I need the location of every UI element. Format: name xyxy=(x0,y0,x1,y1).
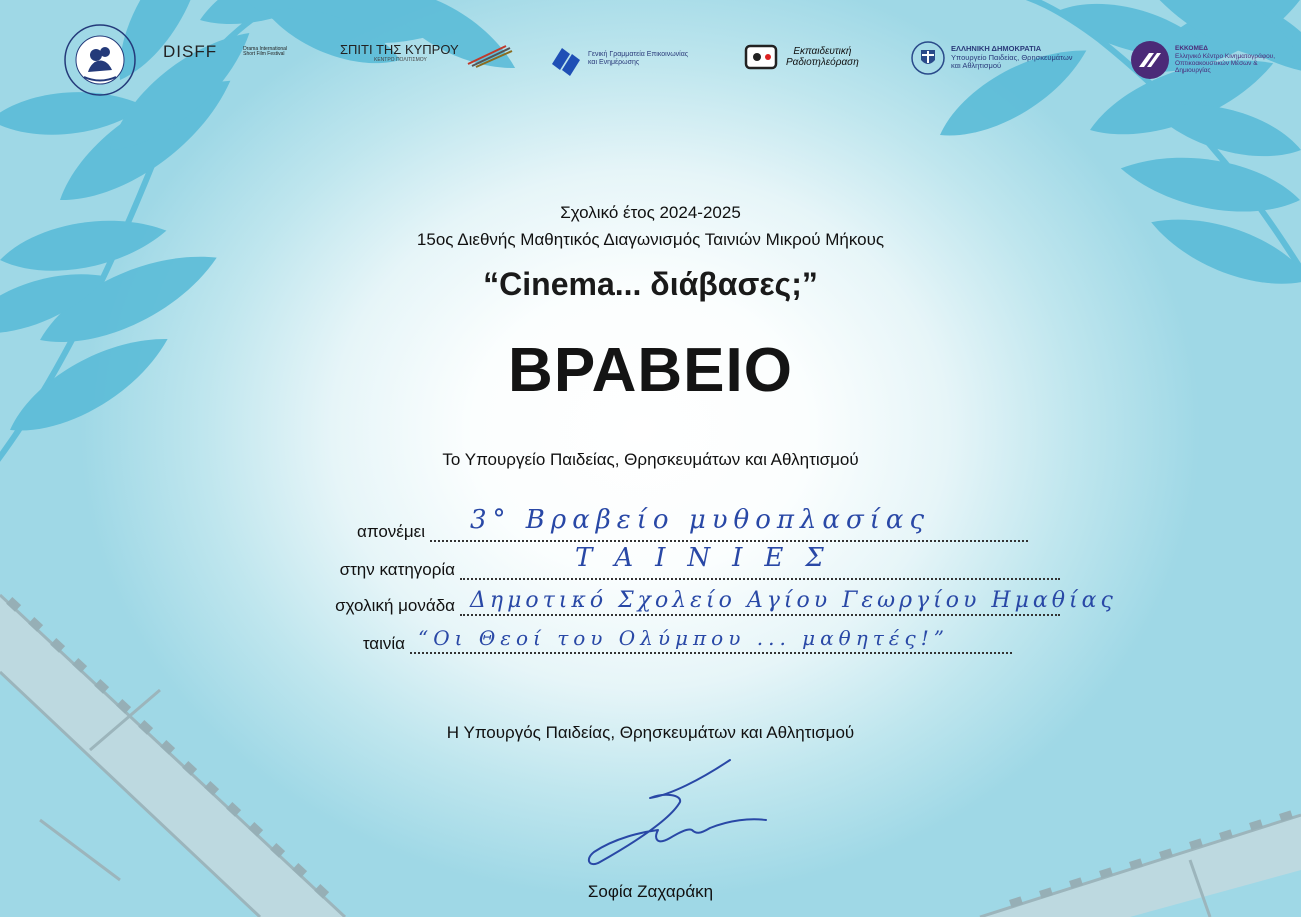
disff-subtitle: Drama International Short Film Festival xyxy=(243,45,288,57)
hellenic-republic-line2: Υπουργείο Παιδείας, Θρησκευμάτων xyxy=(951,52,1073,62)
gen-secretariat-line2: και Ενημέρωσης xyxy=(588,59,640,66)
competition-title: 15ος Διεθνής Μαθητικός Διαγωνισμός Ταινιών Μικρού Μήκους xyxy=(416,230,885,249)
ekkomed-line1: ΕΚΚΟΜΕΔ xyxy=(1175,45,1208,53)
ekkomed-line3: Οπτικοακουστικών Μέσων & xyxy=(1175,60,1258,67)
competition-theme: “Cinema... διάβασες;” xyxy=(483,266,818,302)
film-dotted-line xyxy=(410,652,1012,654)
school-dotted-line xyxy=(460,614,1060,616)
hellenic-republic-line3: και Αθλητισμού xyxy=(951,61,1002,71)
sponsor-logos-row xyxy=(0,0,1301,100)
school-year: Σχολικό έτος 2024-2025 xyxy=(560,203,741,222)
cyprus-house-logo xyxy=(340,42,459,63)
ekkomed-logo-icon xyxy=(1130,40,1170,80)
awards-dotted-line xyxy=(430,540,1028,542)
edu-tv-logo xyxy=(744,42,859,72)
school-label-row xyxy=(200,594,455,618)
hellenic-republic-logo xyxy=(910,40,1073,76)
handwritten-signature xyxy=(570,750,780,875)
ekkomed-logo xyxy=(1130,40,1275,80)
film-value: “Οι Θεοί του Ολύμπου ... μαθητές!” xyxy=(418,626,949,650)
disff-name: DISFF xyxy=(163,42,218,61)
category-label-row xyxy=(200,558,455,582)
award-title: ΒΡΑΒΕΙΟ xyxy=(508,336,793,405)
school-label: σχολική μονάδα xyxy=(335,596,455,615)
disff-logo xyxy=(163,42,299,62)
minister-title: Η Υπουργός Παιδείας, Θρησκευμάτων και Αθλητισμού xyxy=(446,723,855,742)
school-value: Δημοτικό Σχολείο Αγίου Γεωργίου Ημαθίας xyxy=(470,588,1117,613)
ministry-statement: Το Υπουργείο Παιδείας, Θρησκευμάτων και Αθλητισμού xyxy=(442,450,859,469)
ggee-emblem-icon xyxy=(548,42,582,76)
awards-label-row xyxy=(200,520,425,544)
cyprus-house-name: ΣΠΙΤΙ ΤΗΣ ΚΥΠΡΟΥ xyxy=(340,42,459,57)
category-value: ΤΑΙΝΙΕΣ xyxy=(575,543,846,573)
panhellenic-federation-logo xyxy=(62,22,138,98)
ekkomed-line2: Ελληνικό Κέντρο Κινηματογράφου, xyxy=(1175,52,1276,60)
edu-tv-line2: Ραδιοτηλεόραση xyxy=(786,57,859,68)
category-label: στην κατηγορία xyxy=(339,560,455,579)
greek-coat-of-arms-icon xyxy=(910,40,946,76)
category-dotted-line xyxy=(460,578,1060,580)
awards-label: απονέμει xyxy=(357,522,425,541)
hellenic-republic-line1: ΕΛΛΗΝΙΚΗ ΔΗΜΟΚΡΑΤΙΑ xyxy=(951,44,1042,54)
ekkomed-line4: Δημιουργίας xyxy=(1175,67,1211,75)
film-label: ταινία xyxy=(362,634,405,653)
tv-set-icon xyxy=(744,42,780,72)
signatory-name: Σοφία Ζαχαράκη xyxy=(587,882,714,901)
seal-with-owl-icon xyxy=(62,22,138,98)
gen-secretariat-line1: Γενική Γραμματεία Επικοινωνίας xyxy=(588,50,689,58)
awards-value: 3° Βραβείο μυθοπλασίας xyxy=(470,505,931,535)
gen-secretariat-logo xyxy=(548,42,688,76)
cyprus-stripes-icon xyxy=(466,42,514,68)
edu-tv-line1: Εκπαιδευτική xyxy=(793,45,852,57)
cyprus-house-subtitle: ΚΕΝΤΡΟ ΠΟΛΙΤΙΣΜΟΥ xyxy=(374,57,427,63)
film-label-row xyxy=(200,632,405,656)
